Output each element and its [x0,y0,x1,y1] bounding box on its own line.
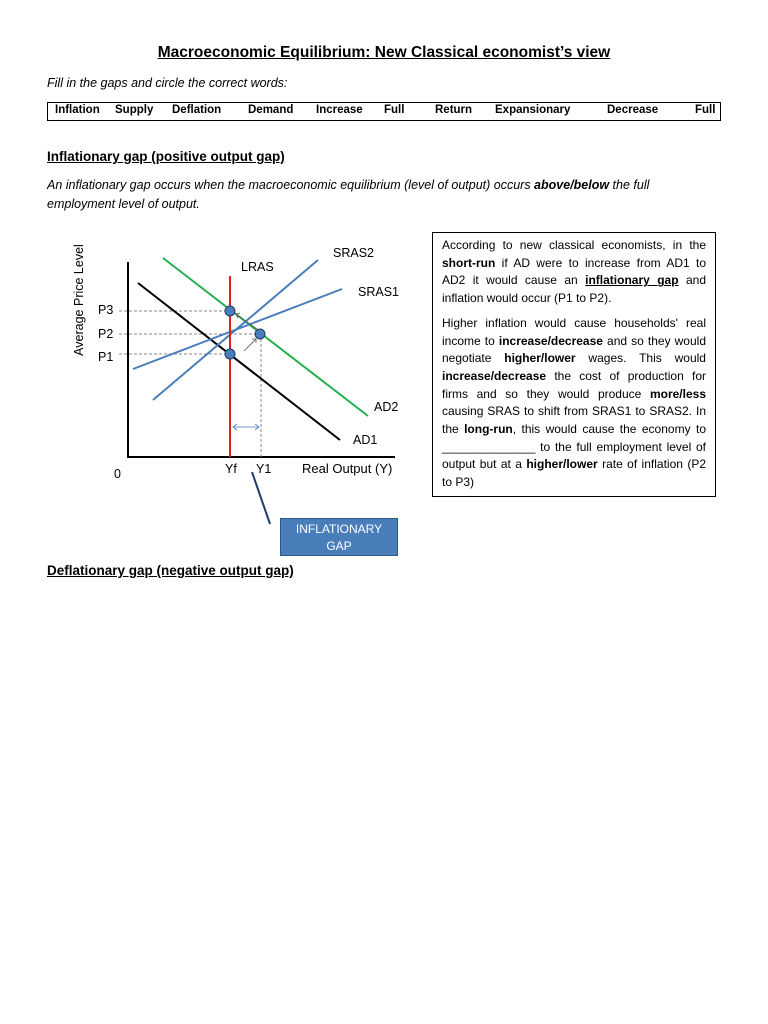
word-bank-item: Decrease [607,104,659,116]
price-label-p3: P3 [98,303,114,317]
inflationary-gap-heading: Inflationary gap (positive output gap) [47,149,285,164]
intro-choice: above/below [534,178,610,192]
output-label-y1: Y1 [256,462,272,476]
explanation-text: if AD were to increase from AD1 to AD2 it would cause an [442,255,706,288]
word-bank-item: Demand [248,104,294,116]
gap-pointer-line [252,472,270,524]
lras-label: LRAS [241,260,274,274]
explanation-text: and inflation would occur (P1 to P2). [442,273,706,306]
ad2-curve [163,258,368,416]
explanation-box [432,232,716,497]
explanation-choice: increase/decrease [498,333,603,348]
word-bank-item: Increase [316,104,363,116]
explanation-paragraph-2 [442,315,706,492]
equilibrium-point-p3 [225,306,235,316]
x-axis-label: Real Output (Y) [302,461,393,476]
y-axis-label: Average Price Level [72,244,86,356]
instruction-text: Fill in the gaps and circle the correct words: [47,76,288,90]
price-label-p1: P1 [98,350,114,364]
explanation-choice: more/less [649,386,706,401]
ad1-label: AD1 [353,433,378,447]
sras1-curve [133,289,342,369]
deflationary-gap-heading: Deflationary gap (negative output gap) [47,563,294,578]
explanation-text: , this would cause the economy to ______________ to the full employment level of output but at a [442,422,706,472]
explanation-text: causing SRAS to shift from SRAS1 to SRAS2. In the [442,404,706,437]
equilibrium-point-p1 [225,349,235,359]
word-bank-item: Inflation [55,104,100,116]
output-label-yf: Yf [225,462,237,476]
intro-text: the full employment level of output. [47,178,650,211]
sras2-label: SRAS2 [333,246,374,260]
explanation-text: rate of inflation (P2 to P3) [442,457,706,490]
word-bank-item: Return [435,104,473,116]
explanation-keyword: inflationary gap [585,273,679,288]
word-bank-item: Full [384,104,405,116]
shift-arrows [233,313,259,430]
explanation-text: Higher inflation would cause households' real income to [442,315,706,348]
page-title: Macroeconomic Equilibrium: New Classical economist’s view [157,44,611,61]
origin-label: 0 [114,467,121,481]
gap-label-line: INFLATIONARY [295,522,383,536]
explanation-choice: increase/decrease [442,368,547,383]
sras1-label: SRAS1 [358,285,399,299]
guide-lines [119,311,261,457]
equilibrium-point-p2 [255,329,265,339]
word-bank-item: Deflation [172,104,222,116]
intro-text: An inflationary gap occurs when the macroeconomic equilibrium (level of output) occurs [47,178,535,192]
inflationary-gap-label [280,518,398,556]
explanation-text: and so they would negotiate [442,333,706,366]
explanation-paragraph-1 [442,237,706,308]
explanation-text: According to new classical economists, in the [442,238,706,252]
explanation-choice: higher/lower [504,351,576,366]
explanation-text: the cost of production for firms and so they would produce [442,368,706,401]
word-bank-item: Expansionary [495,104,571,116]
explanation-keyword: long-run [464,422,513,437]
explanation-text: wages. This would [575,351,706,366]
word-bank-item: Full [695,104,716,116]
ad1-curve [138,283,340,440]
explanation-choice: higher/lower [526,457,598,472]
ad2-label: AD2 [374,400,399,414]
gap-label-line: GAP [326,539,352,553]
price-label-p2: P2 [98,327,114,341]
word-bank-item: Supply [115,104,154,116]
explanation-keyword: short-run [442,255,496,270]
